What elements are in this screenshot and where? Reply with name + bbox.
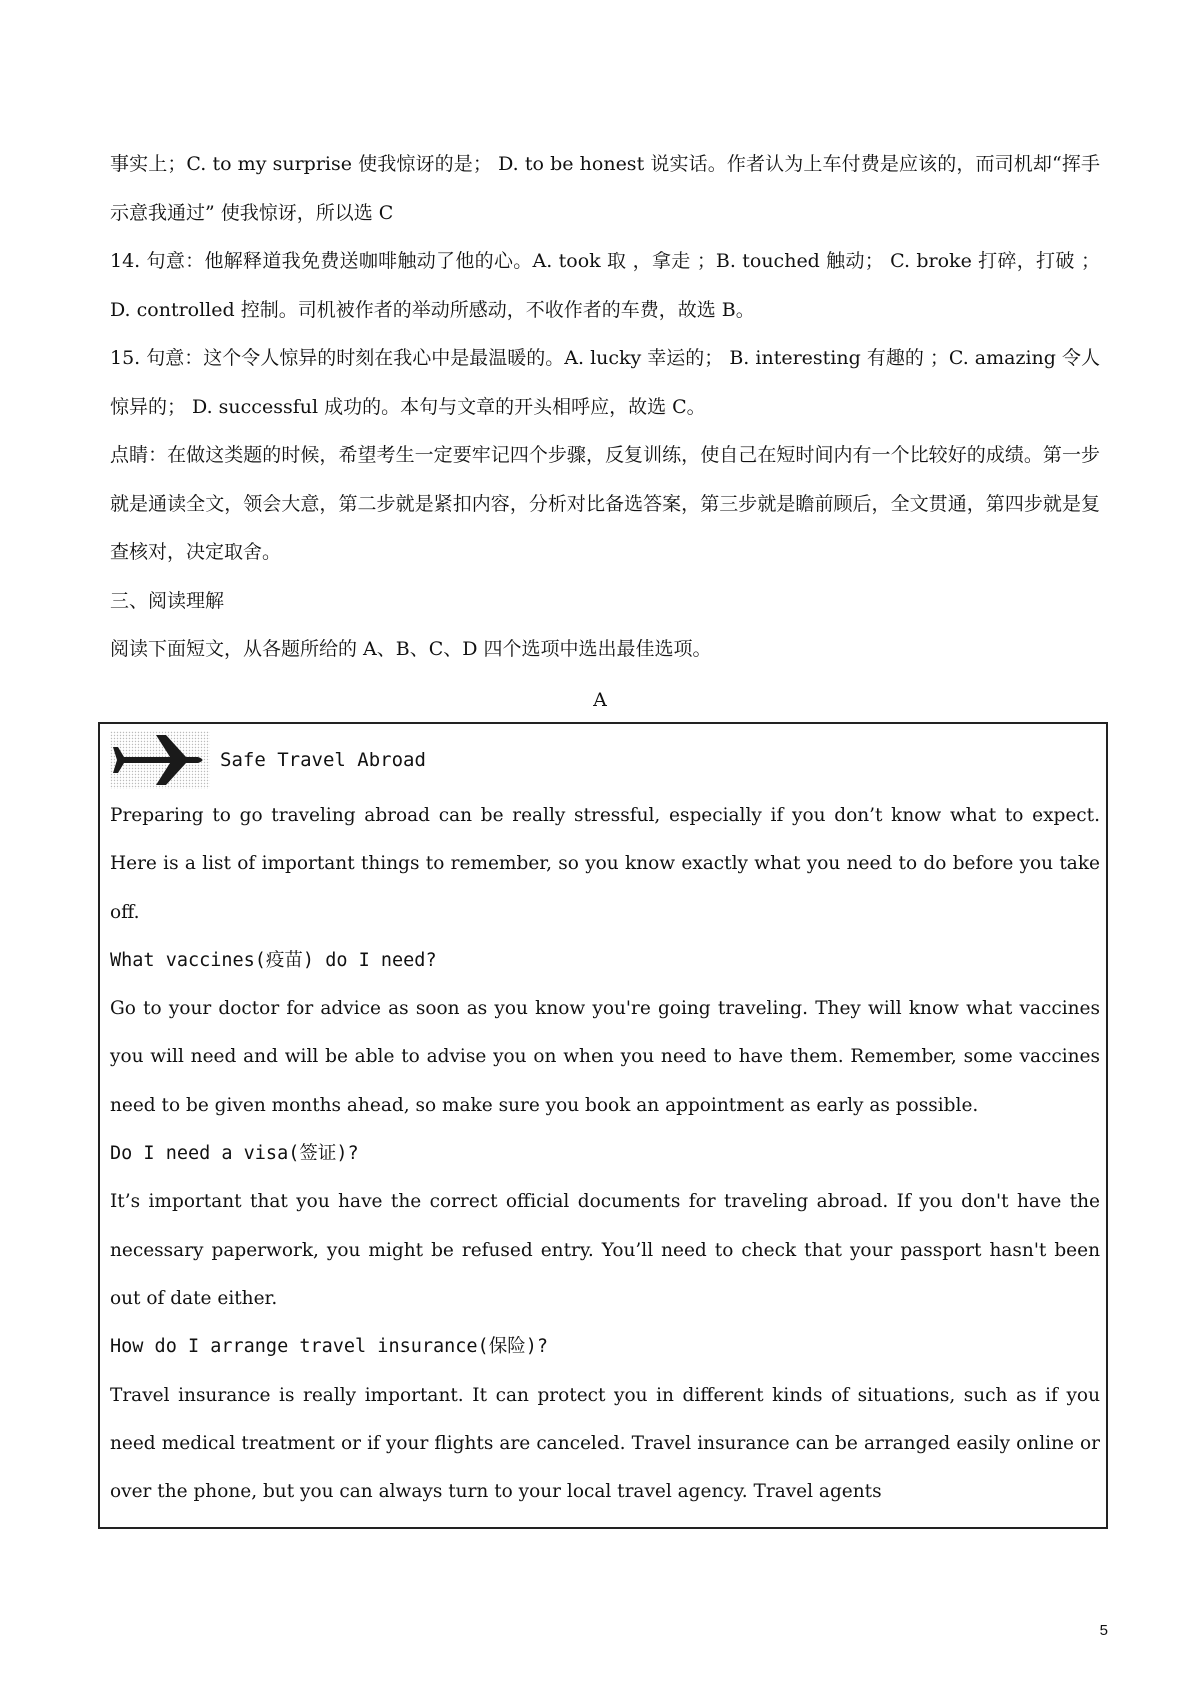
question-vaccines: What vaccines(疫苗) do I need?	[110, 949, 437, 971]
answer-vaccines: Go to your doctor for advice as soon as you know you're going traveling. They will know what vaccines you will need and will be able to advise you on when you need to have them. Remember, some vaccines need to be given months ahead, so make sure you book an appointment as early as possible.	[110, 998, 1100, 1116]
paragraph-15: 15. 句意：这个令人惊异的时刻在我心中是最温暖的。A. lucky 幸运的； B. interesting 有趣的 ；C. amazing 令人惊异的； D. successful 成功的。本句与文章的开头相呼应，故选 C。	[110, 347, 1100, 418]
answer-visa: It’s important that you have the correct official documents for traveling abroad. If you don't have the necessary paperwork, you might be refused entry. You’ll need to check that your passport hasn't been out of date either.	[110, 1191, 1100, 1309]
question-visa: Do I need a visa(签证)?	[110, 1143, 359, 1165]
airplane-icon	[110, 731, 210, 789]
paragraph-13-continuation: 事实上；C. to my surprise 使我惊讶的是； D. to be honest 说实话。作者认为上车付费是应该的，而司机却“挥手示意我通过” 使我惊讶，所以选 C	[110, 153, 1100, 224]
explanation-section	[110, 140, 1100, 674]
passage-box	[98, 722, 1108, 1529]
paragraph-tips: 点睛：在做这类题的时候，希望考生一定要牢记四个步骤，反复训练，使自己在短时间内有一个比较好的成绩。第一步就是通读全文，领会大意，第二步就是紧扣内容，分析对比备选答案，第三步就是瞻前顾后，全文贯通，第四步就是复查核对，决定取舍。	[110, 444, 1100, 563]
paragraph-14: 14. 句意：他解释道我免费送咖啡触动了他的心。A. took 取 ，拿走 ；B. touched 触动； C. broke 打碎，打破 ； D. controlled 控制。司机被作者的举动所感动，不收作者的车费，故选 B。	[110, 250, 1100, 321]
question-insurance: How do I arrange travel insurance(保险)?	[110, 1336, 548, 1358]
passage-intro: Preparing to go traveling abroad can be really stressful, especially if you don’t know what to expect. Here is a list of important things to remember, so you know exactly what you need to do before you take off.	[110, 805, 1100, 923]
passage-title: Safe Travel Abroad	[220, 749, 426, 771]
passage-header	[110, 730, 426, 790]
instructions: 阅读下面短文，从各题所给的 A、B、C、D 四个选项中选出最佳选项。	[110, 638, 712, 660]
passage-label: A	[593, 689, 607, 711]
passage-body	[110, 792, 1100, 1516]
section-heading: 三、阅读理解	[110, 589, 225, 612]
answer-insurance: Travel insurance is really important. It can protect you in different kinds of situations, such as if you need medical treatment or if your flights are canceled. Travel insurance can be arranged easily online or over the phone, but you can always turn to your local travel agency. Travel agents	[110, 1384, 1100, 1503]
page-number: 5	[1099, 1622, 1108, 1639]
